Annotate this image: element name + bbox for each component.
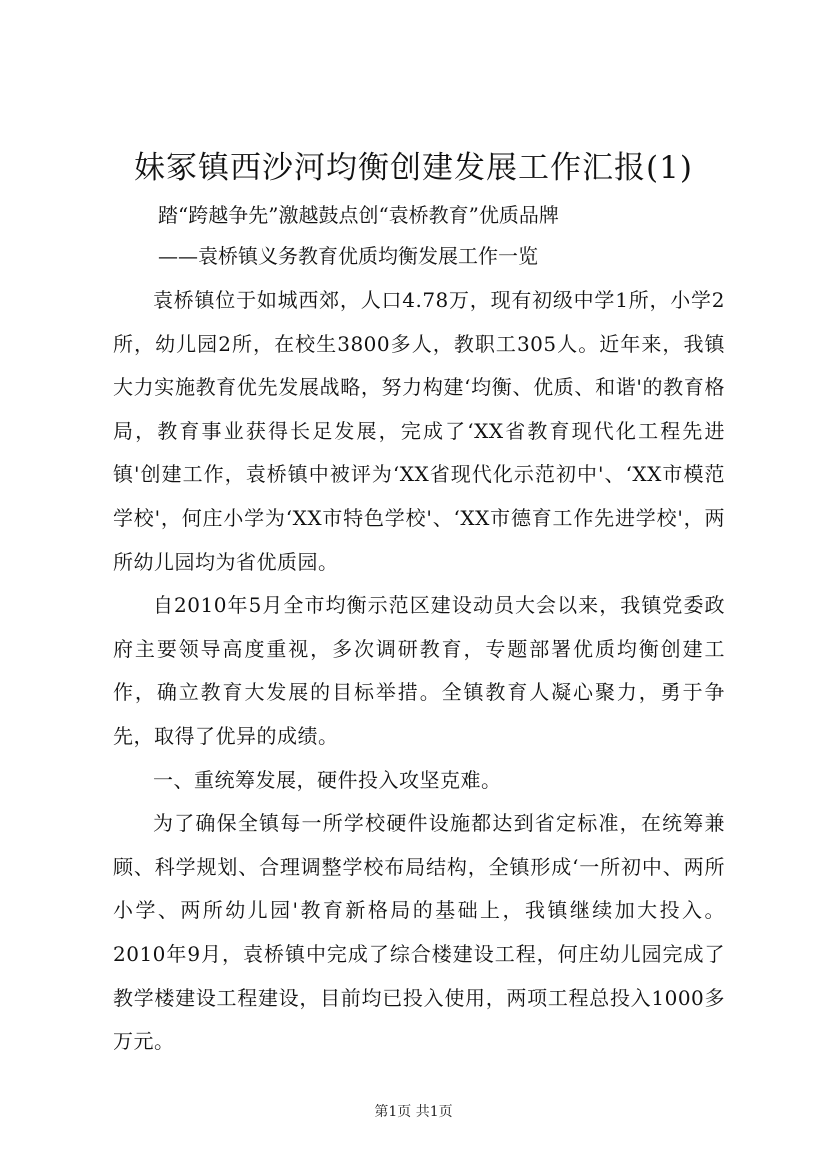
document-subtitle-2: ——袁桥镇义务教育优质均衡发展工作一览 [158,244,538,268]
document-title: 妹冢镇西沙河均衡创建发展工作汇报(1) [134,150,693,186]
document-subtitle-1: 踏“跨越争先”激越鼓点创“袁桥教育”优质品牌 [158,203,559,227]
section-heading-1: 一、重统筹发展，硬件投入攻坚克难。 [153,767,502,792]
page-footer: 第1页 共1页 [374,1104,453,1120]
paragraph-mobilization: 自2010年5月全市均衡示范区建设动员大会以来，我镇党委政府主要领导高度重视，多次调研教育，专题部署优质均衡创建工作，确立教育大发展的目标举措。全镇教育人凝心聚力，勇于争先，取得了优异的成绩。 [113,593,725,748]
document-body [113,279,725,1064]
paragraph-hardware-investment: 为了确保全镇每一所学校硬件设施都达到省定标准，在统筹兼顾、科学规划、合理调整学校布局结构，全镇形成‘一所初中、两所小学、两所幼儿园'教育新格局的基础上，我镇继续加大投入。2010年9月，袁桥镇中完成了综合楼建设工程，何庄幼儿园完成了教学楼建设工程建设，目前均已投入使用，两项工程总投入1000多万元。 [113,811,725,1054]
paragraph-intro: 袁桥镇位于如城西郊，人口4.78万，现有初级中学1所，小学2所，幼儿园2所，在校生3800多人，教职工305人。近年来，我镇大力实施教育优先发展战略，努力构建‘均衡、优质、和谐'的教育格局，教育事业获得长足发展，完成了‘XX省教育现代化工程先进镇'创建工作，袁桥镇中被评为‘XX省现代化示范初中'、‘XX市模范学校'，何庄小学为‘XX市特色学校'、‘XX市德育工作先进学校'，两所幼儿园均为省优质园。 [113,288,725,574]
